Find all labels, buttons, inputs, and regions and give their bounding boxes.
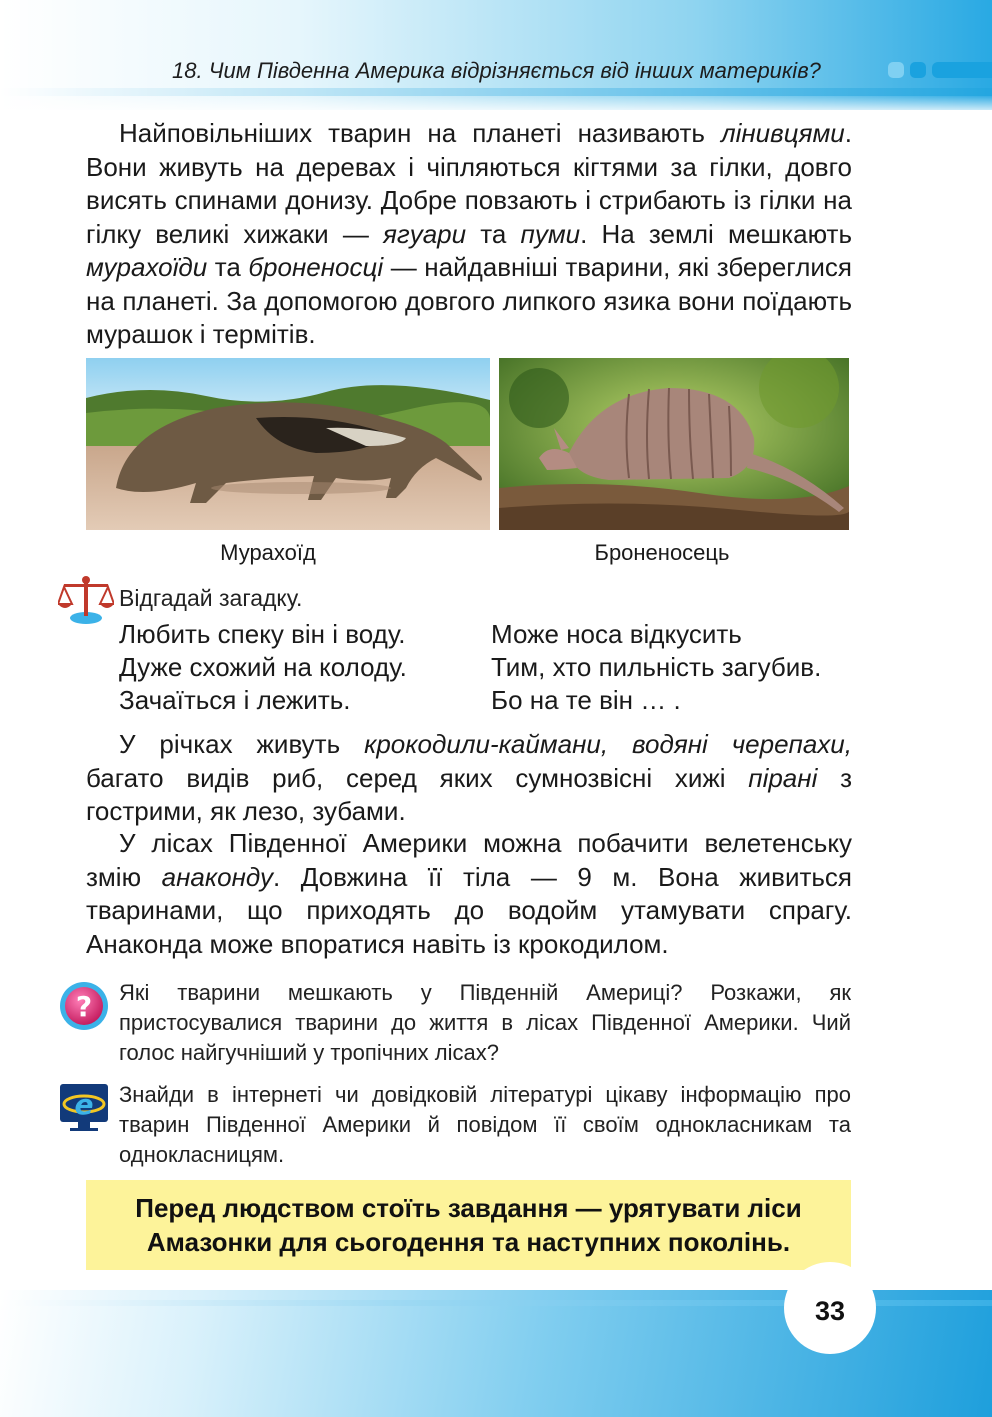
- term-anteaters: мурахоїди: [86, 252, 208, 282]
- scales-icon: [58, 574, 114, 631]
- riddle-line: Тим, хто пильність загубив.: [491, 652, 822, 682]
- svg-text:?: ?: [75, 990, 93, 1023]
- term-jaguars: ягуари: [383, 218, 467, 249]
- header-decor: [888, 62, 992, 78]
- riddle-line: Зачаїться і лежить.: [119, 685, 351, 715]
- questions-text: Які тварини мешкають у Південній Америці? Розкажи, як пристосувалися тварини до життя в лісах Південної Америки. Чий голос найгучніший у тропічних лісах?: [119, 980, 851, 1065]
- internet-explorer-icon: [58, 1082, 110, 1139]
- term-piranhas: пірані: [748, 762, 818, 793]
- term-anaconda: анаконду: [161, 861, 273, 892]
- anteater-photo: [86, 358, 490, 530]
- riddle-line: Любить спеку він і воду.: [119, 619, 406, 649]
- term-caimans-turtles: крокодили-каймани, водяні черепахи,: [364, 729, 852, 759]
- term-armadillos: броненосці: [248, 252, 384, 282]
- svg-text:e: e: [74, 1088, 94, 1121]
- armadillo-photo: [499, 358, 849, 530]
- riddle-line: Бо на те він … .: [491, 685, 681, 715]
- chapter-title: 18. Чим Південна Америка відрізняється від інших материків?: [172, 58, 821, 83]
- riddle-line: Може носа відкусить: [491, 619, 742, 649]
- internet-task-text: Знайди в інтернеті чи довідковій літературі цікаву інформацію про тварин Південної Америки й повідом її своїм однокласникам та однокласницям.: [119, 1082, 851, 1167]
- term-sloths: лінивцями: [720, 118, 845, 148]
- question-icon: [58, 980, 110, 1037]
- riddle-line: Дуже схожий на колоду.: [119, 652, 407, 682]
- page-number: 33: [814, 1296, 846, 1326]
- header-stripe: [0, 88, 992, 96]
- term-pumas: пуми: [520, 218, 581, 249]
- riddle-prompt: Відгадай загадку.: [119, 585, 303, 611]
- anteater-caption: Мурахоїд: [220, 540, 316, 565]
- rivers-paragraph: У річках живуть крокодили-каймани, водяні черепахи, багато видів риб, серед яких сумнозвісні хижі пірані з гострими, як лезо, зубами.: [86, 729, 852, 826]
- riddle-left-column: [119, 618, 407, 717]
- intro-paragraph: Найповільніших тварин на планеті називають лінивцями. Вони живуть на деревах і чіпляються кігтями за гілки, довго висять спинами донизу. Добре повзають і стрибають із гілки на гілку великі хижаки — ягуари та пуми. На землі мешкають мурахоїди та броненосці — найдавніші тварини, які збереглися на планеті. За допомогою довгого липкого язика вони поїдають мурашок і термітів.: [86, 118, 852, 349]
- armadillo-caption: Броненосець: [594, 540, 730, 565]
- callout-line-1: Перед людством стоїть завдання — урятувати ліси: [135, 1193, 802, 1223]
- forests-paragraph: У лісах Південної Америки можна побачити велетенську змію анаконду. Довжина її тіла — 9 м. Вона живиться тваринами, що приходять до водойм утамувати спрагу. Анаконда може впоратися навіть із крокодилом.: [86, 828, 853, 959]
- riddle-right-column: [491, 618, 821, 717]
- conclusion-callout: [86, 1180, 851, 1270]
- callout-line-2: Амазонки для сьогодення та наступних поколінь.: [146, 1227, 791, 1257]
